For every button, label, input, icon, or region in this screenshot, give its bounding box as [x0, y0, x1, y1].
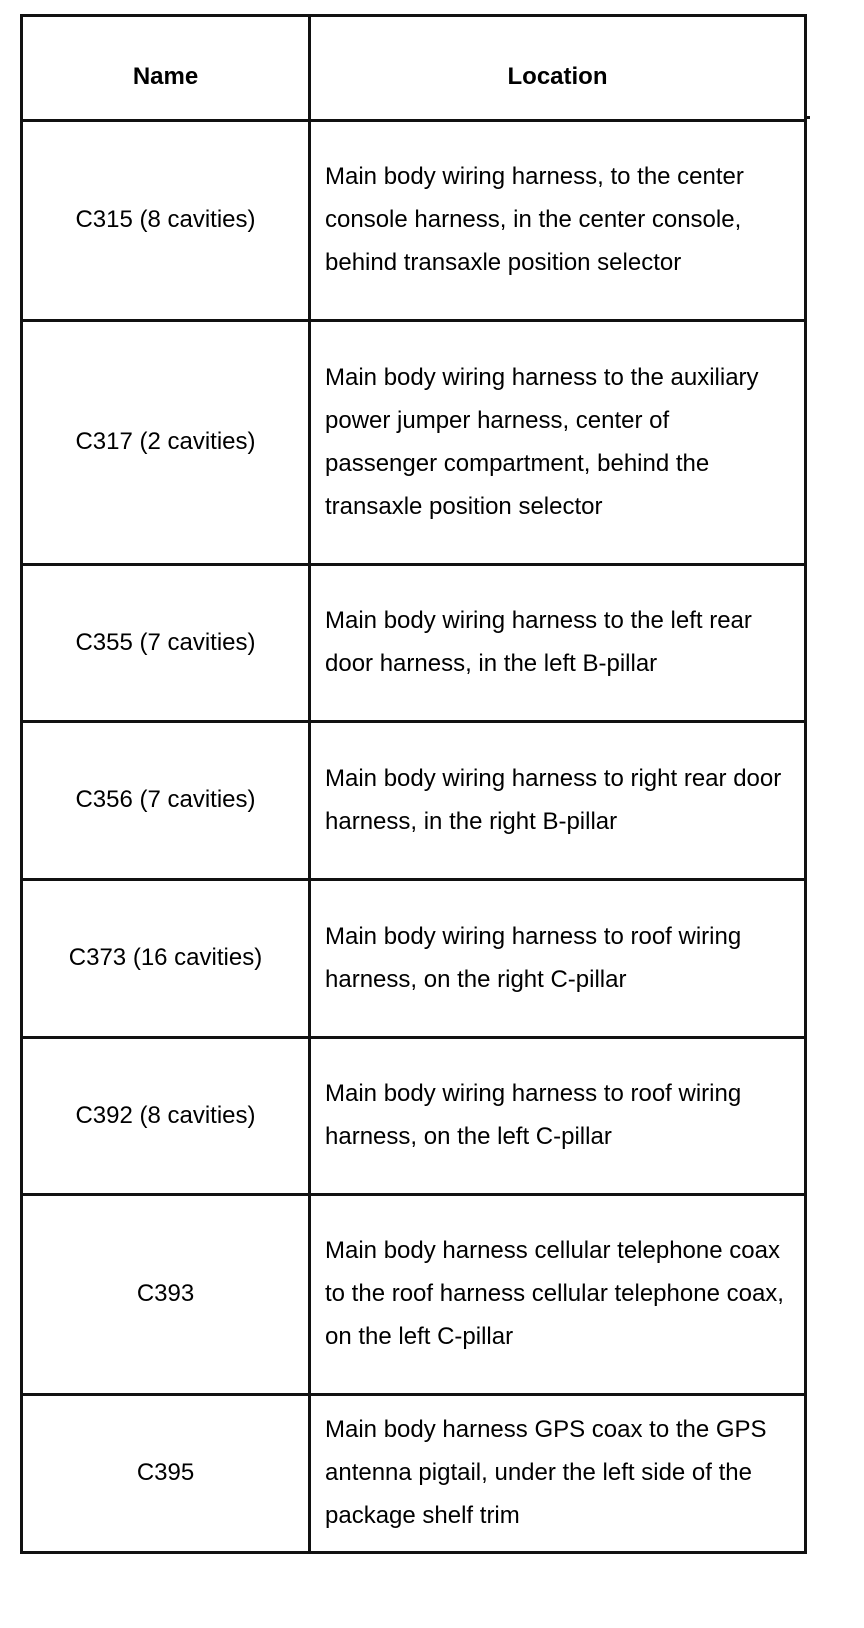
connector-name: C393: [22, 1195, 310, 1395]
header-divider-extension: [804, 116, 810, 119]
table-row: [22, 1038, 806, 1195]
table-row: [22, 1195, 806, 1395]
table-row: [22, 880, 806, 1038]
connector-location: Main body wiring harness to the auxiliary power jumper harness, center of passenger compartment, behind the transaxle position selector: [310, 321, 806, 565]
header-location: Location: [310, 16, 806, 121]
header-name: Name: [22, 16, 310, 121]
connector-location: Main body harness GPS coax to the GPS antenna pigtail, under the left side of the package shelf trim: [310, 1395, 806, 1553]
connector-name: C315 (8 cavities): [22, 121, 310, 321]
connector-name: C317 (2 cavities): [22, 321, 310, 565]
connector-name: C356 (7 cavities): [22, 722, 310, 880]
table-row: [22, 1395, 806, 1553]
header-row: [22, 16, 806, 121]
table-row: [22, 321, 806, 565]
connector-name: C392 (8 cavities): [22, 1038, 310, 1195]
connector-location-table: [20, 14, 807, 1554]
connector-location: Main body wiring harness to roof wiring harness, on the left C-pillar: [310, 1038, 806, 1195]
connector-name: C395: [22, 1395, 310, 1553]
connector-location: Main body harness cellular telephone coax to the roof harness cellular telephone coax, on the left C-pillar: [310, 1195, 806, 1395]
connector-location: Main body wiring harness to the left rear door harness, in the left B-pillar: [310, 565, 806, 722]
connector-location: Main body wiring harness to right rear door harness, in the right B-pillar: [310, 722, 806, 880]
table-row: [22, 121, 806, 321]
table-row: [22, 722, 806, 880]
connector-location: Main body wiring harness, to the center console harness, in the center console, behind transaxle position selector: [310, 121, 806, 321]
connector-name: C355 (7 cavities): [22, 565, 310, 722]
table-row: [22, 565, 806, 722]
connector-location: Main body wiring harness to roof wiring harness, on the right C-pillar: [310, 880, 806, 1038]
connector-name: C373 (16 cavities): [22, 880, 310, 1038]
